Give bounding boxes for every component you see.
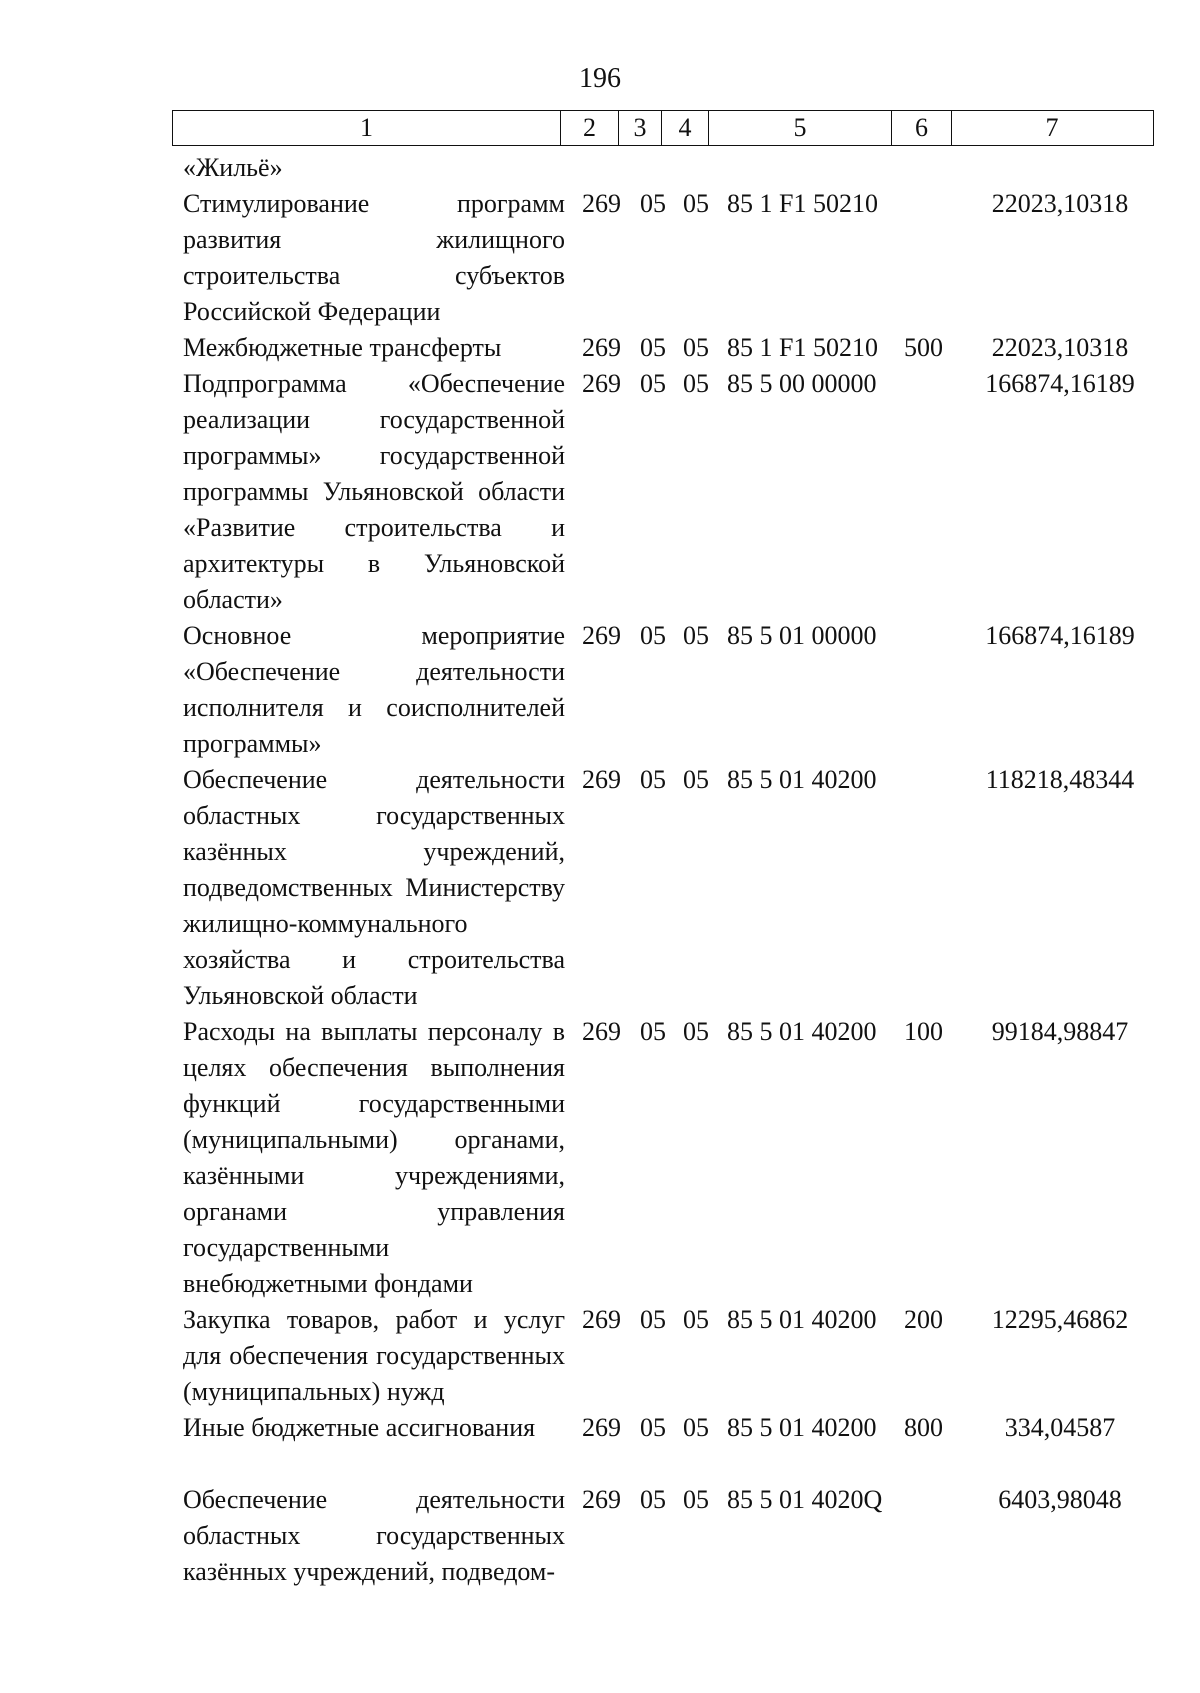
row-rz: 05 <box>640 1485 666 1514</box>
row-pr: 05 <box>683 333 709 362</box>
row-sum: 22023,10318 <box>991 333 1129 362</box>
row-vr: 800 <box>904 1413 943 1442</box>
row-name: Подпрограмма «Обеспечение реализации государственной программы» государственной программы Ульяновской области «Развитие строительства и архитектуры в Ульяновской области» <box>183 369 565 614</box>
table-row <box>0 618 1200 762</box>
table-row <box>0 1482 1200 1590</box>
table-row <box>0 186 1200 330</box>
row-name: «Жильё» <box>183 153 283 182</box>
row-name: Межбюджетные трансферты <box>183 333 502 362</box>
table-row <box>0 330 1200 366</box>
row-csr: 85 5 01 40200 <box>727 1017 877 1046</box>
row-sum: 334,04587 <box>1004 1413 1116 1442</box>
row-name: Закупка товаров, работ и услуг для обеспечения государственных (муниципальных) нужд <box>183 1305 565 1406</box>
row-rz: 05 <box>640 1413 666 1442</box>
table-row <box>0 366 1200 618</box>
row-vr: 100 <box>904 1017 943 1046</box>
table-header <box>172 110 1154 146</box>
row-ved: 269 <box>582 1017 621 1046</box>
page-number: 196 <box>579 63 621 94</box>
row-rz: 05 <box>640 189 666 218</box>
row-pr: 05 <box>683 621 709 650</box>
row-rz: 05 <box>640 1017 666 1046</box>
row-csr: 85 1 F1 50210 <box>727 189 878 218</box>
row-csr: 85 1 F1 50210 <box>727 333 878 362</box>
table-row <box>0 1302 1200 1410</box>
header-col-6: 6 <box>892 111 952 145</box>
row-pr: 05 <box>683 1413 709 1442</box>
row-sum: 22023,10318 <box>991 189 1129 218</box>
row-ved: 269 <box>582 621 621 650</box>
row-ved: 269 <box>582 333 621 362</box>
table-body <box>0 150 1200 1590</box>
row-pr: 05 <box>683 1305 709 1334</box>
table-row <box>0 150 1200 186</box>
row-csr: 85 5 01 40200 <box>727 1305 877 1334</box>
row-sum: 166874,16189 <box>985 369 1135 398</box>
row-csr: 85 5 01 40200 <box>727 1413 877 1442</box>
row-ved: 269 <box>582 765 621 794</box>
row-rz: 05 <box>640 333 666 362</box>
row-pr: 05 <box>683 765 709 794</box>
row-sum: 6403,98048 <box>998 1485 1122 1514</box>
row-sum: 99184,98847 <box>991 1017 1129 1046</box>
row-sum: 118218,48344 <box>985 765 1135 794</box>
header-col-5: 5 <box>709 111 892 145</box>
row-vr: 200 <box>904 1305 943 1334</box>
row-rz: 05 <box>640 621 666 650</box>
row-pr: 05 <box>683 369 709 398</box>
row-csr: 85 5 01 4020Q <box>727 1485 883 1514</box>
row-name: Обеспечение деятельности областных государственных казённых учреждений, подведом- <box>183 1485 565 1586</box>
header-col-7: 7 <box>1045 113 1059 142</box>
row-pr: 05 <box>683 189 709 218</box>
row-rz: 05 <box>640 765 666 794</box>
row-name: Иные бюджетные ассигнования <box>183 1413 536 1442</box>
table-row <box>0 1410 1200 1482</box>
row-name: Основное мероприятие «Обеспечение деятельности исполнителя и соисполнителей программы» <box>183 621 565 758</box>
row-pr: 05 <box>683 1485 709 1514</box>
row-sum: 12295,46862 <box>991 1305 1129 1334</box>
row-csr: 85 5 00 00000 <box>727 369 877 398</box>
row-name: Обеспечение деятельности областных государственных казённых учреждений, подведомственных Министерству жилищно-коммунального хозяйства и строительства Ульяновской области <box>183 765 565 1010</box>
row-vr: 500 <box>904 333 943 362</box>
row-csr: 85 5 01 00000 <box>727 621 877 650</box>
header-col-3: 3 <box>619 111 662 145</box>
row-name: Стимулирование программ развития жилищного строительства субъектов Российской Федерации <box>183 189 565 326</box>
table-row <box>0 1014 1200 1302</box>
header-col-4: 4 <box>662 111 709 145</box>
row-ved: 269 <box>582 369 621 398</box>
row-ved: 269 <box>582 1485 621 1514</box>
header-col-1: 1 <box>173 111 561 145</box>
row-name: Расходы на выплаты персоналу в целях обеспечения выполнения функций государственными (муниципальными) органами, казёнными учреждениями, органами управления государственными внебюджетными фондами <box>183 1017 565 1298</box>
row-rz: 05 <box>640 369 666 398</box>
row-csr: 85 5 01 40200 <box>727 765 877 794</box>
row-sum: 166874,16189 <box>985 621 1135 650</box>
row-ved: 269 <box>582 189 621 218</box>
row-pr: 05 <box>683 1017 709 1046</box>
row-ved: 269 <box>582 1305 621 1334</box>
row-rz: 05 <box>640 1305 666 1334</box>
table-row <box>0 762 1200 1014</box>
row-ved: 269 <box>582 1413 621 1442</box>
header-col-2: 2 <box>561 111 619 145</box>
